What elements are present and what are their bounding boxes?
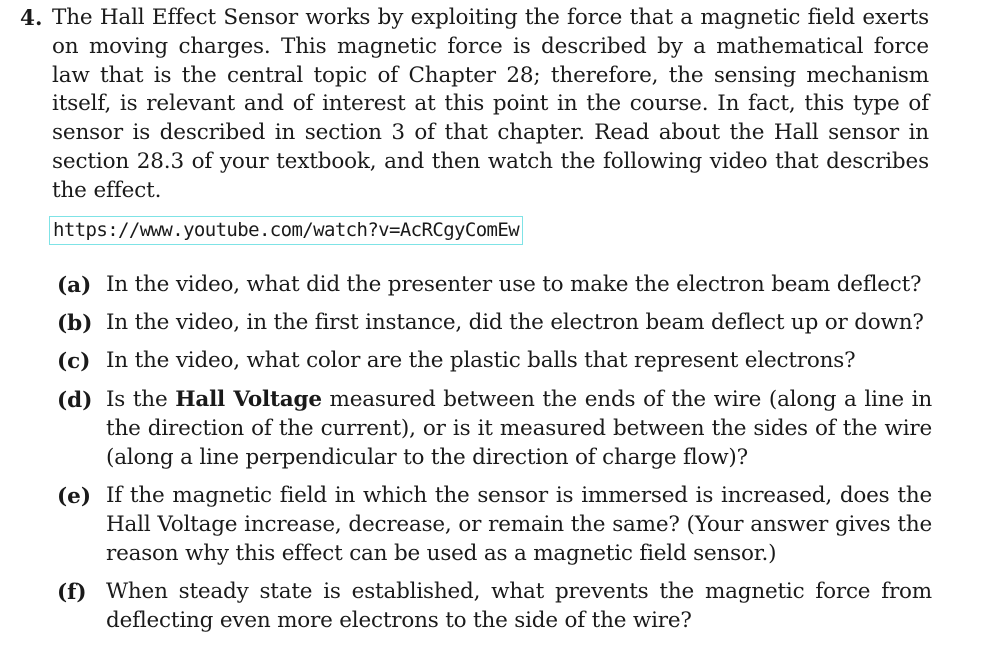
part-label: (a) [57,272,92,298]
video-link[interactable]: https://www.youtube.com/watch?v=AcRCgyComEw [49,216,523,245]
part-text: In the video, in the first instance, did the electron beam deflect up or down? [106,309,924,335]
question-part-c [57,347,932,376]
problem-intro-row [20,4,932,206]
part-text: If the magnetic field in which the sensor is immersed is increased, does the Hall Voltage increase, decrease, or remain the same? (Your answer gives the reason why this effect can be used as a magnetic field sensor.) [106,482,932,566]
problem-4 [20,4,932,645]
part-label: (b) [57,310,93,336]
part-text [106,386,932,473]
part-label: (e) [57,483,92,509]
hall-voltage-term: Hall Voltage [175,386,322,412]
part-text: In the video, what did the presenter use to make the electron beam deflect? [106,271,922,297]
part-text: In the video, what color are the plastic balls that represent electrons? [106,348,856,374]
question-part-a [57,271,932,300]
part-text-after: measured between the ends of the wire (along a line in the direction of the current), or is it measured between the sides of the wire (along a line perpendicular to the direction of charge flow)? [106,386,932,470]
problem-intro-text: The Hall Effect Sensor works by exploiting the force that a magnetic field exerts on moving charges. This magnetic force is described by a mathematical force law that is the central topic of Chapter 28; therefore, the sensing mechanism itself, is relevant and of interest at this point in the course. In fact, this type of sensor is described in section 3 of that chapter. Read about the Hall sensor in section 28.3 of your textbook, and then watch the following video that describes the effect. [52,5,929,203]
question-parts [57,271,932,636]
question-part-b [57,309,932,338]
question-part-e [57,482,932,569]
part-label: (f) [57,579,87,605]
part-label: (d) [57,387,93,413]
problem-number: 4. [20,6,43,31]
video-link-row [49,216,932,245]
part-text-before: Is the [106,386,168,412]
question-part-d [57,386,932,473]
part-label: (c) [57,349,91,375]
part-text: When steady state is established, what prevents the magnetic force from deflecting even more electrons to the side of the wire? [106,578,932,633]
question-part-f [57,578,932,636]
